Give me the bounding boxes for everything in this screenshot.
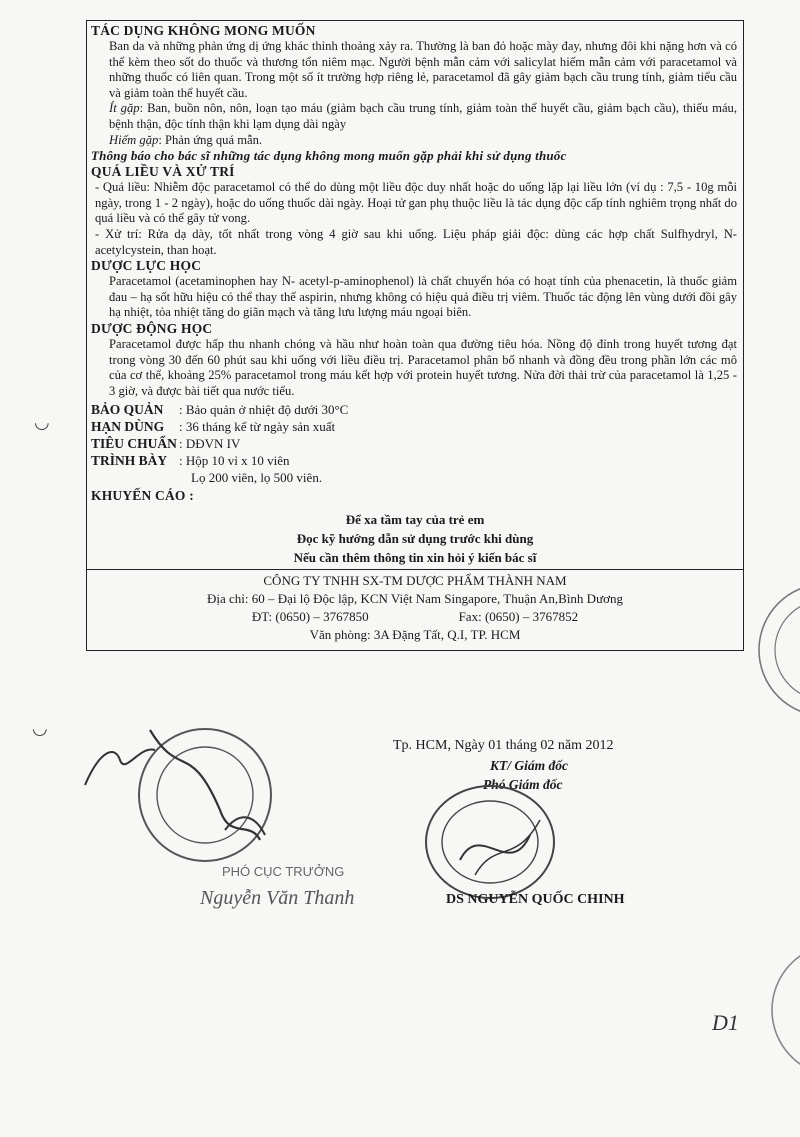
warning-line: Nếu cần thêm thông tin xin hỏi ý kiến bác sĩ xyxy=(293,550,537,566)
pharmacokinetics-paragraph: Paracetamol được hấp thu nhanh chóng và hầu như hoàn toàn qua đường tiêu hóa. Nồng độ đỉnh trong huyết tương đạt trong vòng 30 đến 60 phút sau khi uống với liều điều trị. Paracetamol phân bố nhanh và đồng đều trong phần lớn các mô của cơ thể, khoảng 25% paracetamol trong máu kết hợp với protein huyết tương. Nửa đời thải trừ của paracetamol là 1,25 - 3 giờ, và được bài tiết qua nước tiểu. xyxy=(109,336,737,398)
pharmacokinetics-section xyxy=(87,321,743,399)
left-name: Nguyễn Văn Thanh xyxy=(200,887,355,909)
spec-presentation-extra xyxy=(91,469,743,486)
rare-label: Ít gặp xyxy=(109,101,140,116)
side-effects-paragraph: Ban da và những phản ứng dị ứng khác thỉnh thoảng xảy ra. Thường là ban đỏ hoặc mày đay, nhưng đôi khi nặng hơn và có thể kèm theo sốt do thuốc và thương tổn niêm mạc. Người bệnh mẫn cảm với salicylat hiếm mẫn cảm với paracetamol và những thuốc có liên quan. Trong một số ít trường hợp riêng lẻ, paracetamol đã gây giảm bạch cầu trung tính, giảm tiểu cầu và giảm toàn thể huyết cầu. xyxy=(109,39,737,100)
rare-text: : Ban, buồn nôn, nôn, loạn tạo máu (giảm bạch cầu trung tính, giảm toàn thể huyết cầu, giảm bạch cầu), thiếu máu, bệnh thận, độc tính thận khi lạm dụng dài ngày xyxy=(109,101,737,131)
company-name: CÔNG TY TNHH SX-TM DƯỢC PHẨM THÀNH NAM xyxy=(263,573,567,589)
spec-value: : Bảo quản ở nhiệt độ dưới 30°C xyxy=(179,402,349,418)
spec-value: : DĐVN IV xyxy=(179,436,241,452)
warning-line: Để xa tầm tay của trẻ em xyxy=(345,512,485,528)
pharmacodynamics-section xyxy=(87,258,743,321)
spec-label: HẠN DÙNG xyxy=(91,419,165,435)
side-effects-title: TÁC DỤNG KHÔNG MONG MUỐN xyxy=(91,23,316,38)
pharmacodynamics-paragraph: Paracetamol (acetaminophen hay N- acetyl-p-aminophenol) là chất chuyển hóa có hoạt tính của phenacetin, là thuốc giảm đau – hạ sốt hữu hiệu có thể thay thế aspirin, nhưng không có hiệu quả điều trị viêm. Thuốc tác động lên vùng dưới đồi gây hạ nhiệt, tỏa nhiệt tăng do giãn mạch và tăng lưu lượng máu ngoại biên. xyxy=(109,274,737,320)
leaflet-box xyxy=(86,20,744,651)
specs-list xyxy=(87,401,743,486)
punch-mark-icon: ◡ xyxy=(34,412,50,432)
spec-label: TRÌNH BÀY xyxy=(91,453,168,469)
company-block xyxy=(87,569,743,650)
signoff-role2: Phó Giám đốc xyxy=(483,777,563,792)
spec-value: : 36 tháng kể từ ngày sản xuất xyxy=(179,419,336,435)
pharmacodynamics-title: DƯỢC LỰC HỌC xyxy=(91,258,202,274)
doctor-notice: Thông báo cho bác sĩ những tác dụng không mong muốn gặp phải khi sử dụng thuốc xyxy=(91,148,567,164)
pharmacokinetics-title: DƯỢC ĐỘNG HỌC xyxy=(91,320,213,336)
company-stamp xyxy=(420,780,560,905)
company-fax: Fax: (0650) – 3767852 xyxy=(458,609,579,625)
presentation-extra: Lọ 200 viên, lọ 500 viên. xyxy=(191,470,323,486)
signer-name: DS NGUYỄN QUỐC CHINH xyxy=(446,892,625,907)
company-contacts xyxy=(87,608,743,626)
spec-expiry xyxy=(91,418,743,435)
edge-stamp xyxy=(755,570,800,730)
signoff-date: Tp. HCM, Ngày 01 tháng 02 năm 2012 xyxy=(393,738,614,753)
spec-storage xyxy=(91,401,743,418)
company-office: Văn phòng: 3A Đặng Tất, Q.I, TP. HCM xyxy=(309,627,521,643)
spec-value: : Hộp 10 vỉ x 10 viên xyxy=(179,453,290,469)
left-signature-icon xyxy=(80,740,160,790)
very-rare-effects xyxy=(109,133,737,149)
spec-standard xyxy=(91,435,743,452)
spec-label: BẢO QUẢN xyxy=(91,402,164,418)
overdose-title: QUÁ LIỀU VÀ XỬ TRÍ xyxy=(91,164,235,180)
overdose-section xyxy=(87,164,743,258)
company-address: Địa chỉ: 60 – Đại lộ Độc lập, KCN Việt Nam Singapore, Thuận An,Bình Dương xyxy=(207,591,623,607)
punch-mark-icon: ◡ xyxy=(32,718,48,738)
very-rare-label: Hiếm gặp xyxy=(109,132,159,147)
signoff-role1: KT/ Giám đốc xyxy=(490,758,568,773)
page-mark: D1 xyxy=(712,1010,739,1035)
very-rare-text: : Phản ứng quá mẫn. xyxy=(158,132,263,147)
company-phone: ĐT: (0650) – 3767850 xyxy=(251,609,369,625)
warning-title: KHUYẾN CÁO : xyxy=(91,488,194,504)
overdose-item: - Xử trí: Rửa dạ dày, tốt nhất trong vòng 4 giờ sau khi uống. Liệu pháp giải độc: dùng các hợp chất Sulfhydryl, N-acetylcystein, than hoạt. xyxy=(95,226,737,257)
side-effects-section xyxy=(87,21,743,164)
overdose-item: - Quá liều: Nhiễm độc paracetamol có thể do dùng một liều độc duy nhất hoặc do uống lặp lại liều lớn (ví dụ : 7,5 - 10g mỗi ngày, trong 1 - 2 ngày), hoặc do uống thuốc dài ngày. Hoại tử gan phụ thuộc liều là tác dụng độc cấp tính nghiêm trọng nhất do quá liều và có thể gây tử vong. xyxy=(95,180,737,226)
left-title: PHÓ CỤC TRƯỞNG xyxy=(222,864,345,879)
rare-effects xyxy=(109,101,737,132)
edge-stamp-lower xyxy=(758,940,800,1080)
spec-label: TIÊU CHUẨN xyxy=(91,436,177,452)
spec-presentation xyxy=(91,452,743,469)
warning-section xyxy=(87,488,743,567)
warning-line: Đọc kỹ hướng dẫn sử dụng trước khi dùng xyxy=(296,531,534,547)
